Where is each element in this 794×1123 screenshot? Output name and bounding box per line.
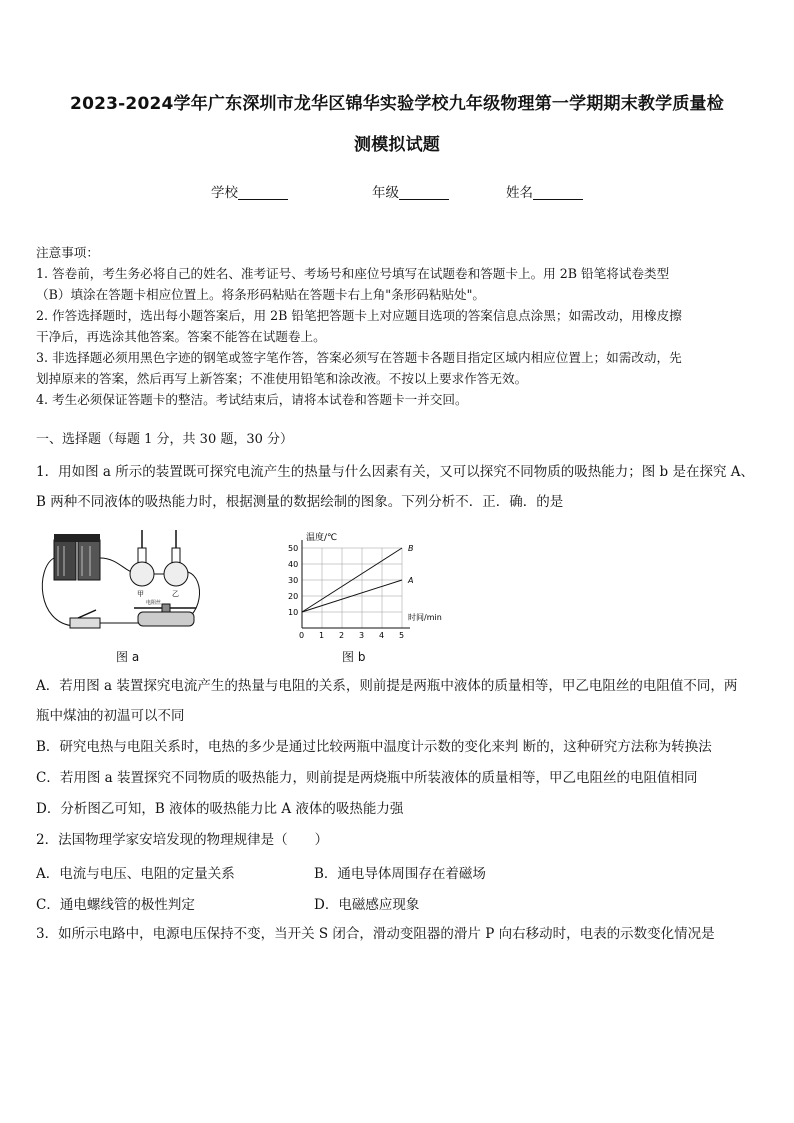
q2-stem: 2．法国物理学家安培发现的物理规律是（ ） (36, 832, 329, 848)
notes-line: 2. 作答选择题时，选出每小题答案后，用 2B 铅笔把答题卡上对应题目选项的答案信息点涂黑；如需改动，用橡皮擦 (36, 308, 682, 323)
q1-option-a-line1: A．若用图 a 装置探究电流产生的热量与电阻的关系，则前提是两瓶中液体的质量相等，甲乙电阻丝的电阻值不同，两 (36, 678, 738, 694)
name-label: 姓名 (506, 185, 533, 201)
notes-line: 1. 答卷前，考生务必将自己的姓名、准考证号、考场号和座位号填写在试题卷和答题卡上。用 2B 铅笔将试卷类型 (36, 266, 670, 281)
chart-x-tick-label: 4 (379, 631, 385, 640)
flask-yi-icon (164, 530, 188, 586)
chart-series-label-b: B (408, 544, 414, 553)
chart-x-tick-label: 2 (339, 631, 345, 640)
chart-series-label-a: A (408, 576, 414, 585)
chart-ylabel: 温度/℃ (306, 533, 338, 543)
q1-stem-line2: B 两种不同液体的吸热能力时，根据测量的数据绘制的图象。下列分析不．正．确．的是 (36, 494, 564, 510)
rheostat-icon (100, 604, 196, 626)
chart-y-tick-label: 40 (288, 560, 299, 569)
page-title-line1: 2023-2024学年广东深圳市龙华区锦华实验学校九年级物理第一学期期末教学质量检 (70, 94, 724, 114)
q1-stem-line1: 1．用如图 a 所示的装置既可探究电流产生的热量与什么因素有关，又可以探究不同物质的吸热能力；图 b 是在探究 A、 (36, 464, 754, 480)
grade-field (372, 181, 449, 201)
q1-option-b: B．研究电热与电阻关系时，电热的多少是通过比较两瓶中温度计示数的变化来判 断的，这种研究方法称为转换法 (36, 739, 712, 755)
switch-icon (70, 610, 100, 628)
notes-line: 4. 考生必须保证答题卡的整洁。考试结束后，请将本试卷和答题卡一并交回。 (36, 392, 468, 407)
q2-option-b: B．通电导体周围存在着磁场 (314, 866, 486, 882)
page-title-line2: 测模拟试题 (354, 135, 440, 155)
chart-y-tick-label: 50 (288, 544, 299, 553)
school-blank (238, 185, 288, 200)
q2-option-d: D．电磁感应现象 (314, 897, 420, 913)
notes-line: 划掉原来的答案，然后再写上新答案；不准使用铅笔和涂改液。不按以上要求作答无效。 (36, 371, 528, 386)
notes-line: 干净后，再选涂其他答案。答案不能答在试题卷上。 (36, 329, 326, 344)
school-label: 学校 (211, 185, 238, 201)
flask-jia-icon (130, 530, 154, 586)
notes-heading: 注意事项： (36, 245, 99, 260)
notes-line: （B）填涂在答题卡相应位置上。将条形码粘贴在答题卡右上角"条形码粘贴处"。 (36, 287, 486, 302)
notes-line: 3. 非选择题必须用黑色字迹的钢笔或签字笔作答，答案必须写在答题卡各题目指定区域内相应位置上；如需改动，先 (36, 350, 682, 365)
q1-option-c: C．若用图 a 装置探究不同物质的吸热能力，则前提是两烧瓶中所装液体的质量相等，甲乙电阻丝的电阻值相同 (36, 770, 698, 786)
section-heading: 一、选择题（每题 1 分，共 30 题，30 分） (36, 432, 294, 447)
figure-b-caption: 图 b (342, 650, 366, 664)
chart-x-tick-label: 1 (319, 631, 325, 640)
q2-option-a: A．电流与电压、电阻的定量关系 (36, 866, 235, 882)
q1-option-d: D．分析图乙可知，B 液体的吸热能力比 A 液体的吸热能力强 (36, 801, 404, 817)
chart-x-tick-label: 3 (359, 631, 365, 640)
q1-option-a-line2: 瓶中煤油的初温可以不同 (36, 708, 185, 724)
battery-pack-icon (54, 534, 100, 580)
q2-option-c: C．通电螺线管的极性判定 (36, 897, 195, 913)
grade-blank (399, 185, 449, 200)
chart-y-tick-label: 30 (288, 576, 299, 585)
q3-stem: 3．如所示电路中，电源电压保持不变，当开关 S 闭合，滑动变阻器的滑片 P 向右移动时，电表的示数变化情况是 (36, 926, 715, 942)
label-jia: 甲 (137, 590, 144, 598)
chart-xlabel: 时间/min (408, 613, 442, 622)
chart-y-tick-label: 10 (288, 608, 299, 617)
chart-x-tick-label: 5 (399, 631, 405, 640)
figure-a-apparatus (34, 528, 214, 640)
figure-a-caption: 图 a (116, 650, 140, 664)
grade-label: 年级 (372, 185, 399, 201)
figure-b-chart (278, 528, 468, 640)
chart-y-tick-label: 20 (288, 592, 299, 601)
school-field (211, 181, 288, 201)
chart-x-tick-label: 0 (299, 631, 305, 640)
label-yi: 乙 (172, 590, 179, 598)
name-field (506, 181, 583, 201)
label-wire: 电阻丝 (146, 600, 162, 606)
notes-block (36, 242, 760, 410)
name-blank (533, 185, 583, 200)
